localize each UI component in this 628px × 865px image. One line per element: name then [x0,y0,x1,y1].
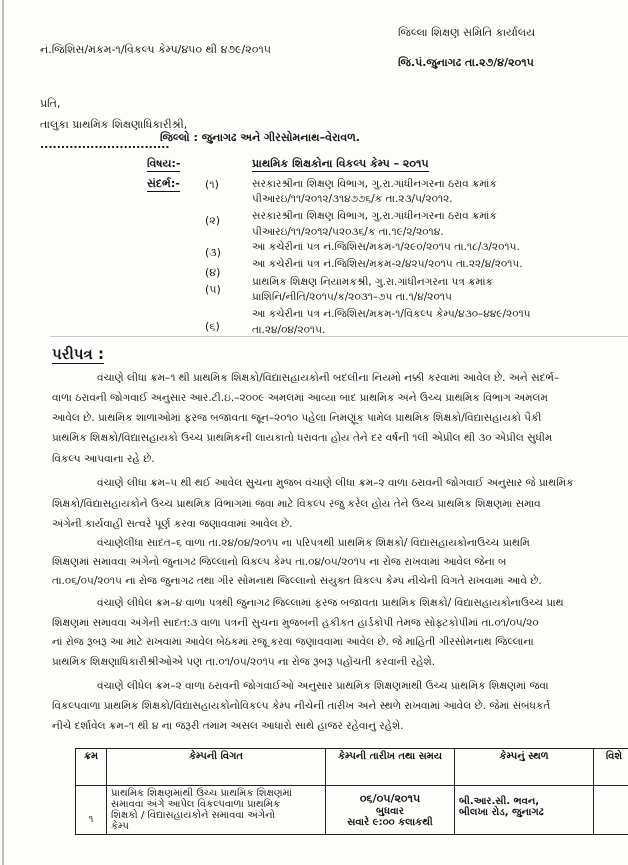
circular-line: વંચાણે લીધા ક્રમ–૧ થી પ્રાથમિક શિક્ષકો/વિદ્યાસહાયકોની બદલીના નિયમો નક્કી કરવામાં આવેલ છે. અને સંદર્ભ– [97,372,560,384]
circular-title: પરીપત્ર : [52,345,104,363]
circular-line: વાળા ઠરાવની જોગવાઈ અનુસાર આર.ટી.ઇ.–૨૦૦૯ અમલમાં આવ્યા બાદ પ્રાથમિક અને ઉચ્ચ પ્રાથમિક વિભાગ અમલમ [52,392,548,404]
table-row [76,786,628,835]
camp-place-cell [455,786,594,835]
camp-detail-line: પ્રાથમિક શિક્ષણમાંથી ઉચ્ચ પ્રાથમિક શિક્ષણમાં [111,788,293,799]
table-header-row [76,749,628,786]
reference-item-number: (૧) [205,178,219,191]
separator-line [50,336,628,337]
reference-number: નં.જિશિસ/મકમ-૧/વિકલ્પ કેમ્પ/૪૫૦ થી ૪૭૯/૨૦૧૫ [40,43,271,56]
circular-line: શિક્ષકો/વિદ્યાસહાયકોને ઉચ્ચ પ્રાથમિક વિભાગમાં જવા માટે વિકલ્પ રજુ કરેલ હોય તેને ઉચ્ચ પ્રાથમિક શિક્ષણમાં સમાવ [52,498,541,510]
column-header: વિશે [594,749,628,786]
circular-line: વંચાણે લીધેલ ક્રમ–૨ વાળા ઠરાવની જોગવાઈઓ અનુસાર પ્રાથમિક શિક્ષણમાંથી ઉચ્ચ પ્રાથમિક શિક્ષણમાં જવા [97,680,549,692]
circular-line: આવેલ છે. પ્રાથમિક શાળાઓમાં ફરજ બજાવતા જૂન–૨૦૧૦ પહેલા નિમણૂંક પામેલ પ્રાથમિક શિક્ષકો/વિદ્યાસહાયકો પૈકી [52,412,542,424]
reference-item-line: પ્રાશિનિ/નીતિ/૨૦૧૫/ક/૨૦૩૧–૭૫ તા.૧/૪/૨૦૧૫ [252,291,452,303]
camp-detail-line: કેમ્પ [111,821,129,832]
circular-line: વંચાણે લીધેલ ક્રમ–૪ વાળા પત્રથી જુનાગઢ જિલ્લામાં ફરજ બજાવતા પ્રાથમિક શિક્ષકો/ વિદ્યાસહાયકોનાઉચ્ચ પ્રાથ [97,597,564,609]
reference-item-line: આ કચેરીનાં પત્ર નં.જિશિસ/મકમ-૨/૪૨૫/૨૦૧૫ તા.૨૨/૪/૨૦૧૫. [252,258,523,270]
addressee-line1: તાલુકા પ્રાથમિક શિક્ષણાધિકારીશ્રી, [40,118,188,131]
camp-detail-cell [107,786,326,835]
reference-item-line: પ્રાથમિક શિક્ષણ નિયામકશ્રી, ગુ.રા.ગાંધીનગરના પત્ર ક્રમાંક [252,276,493,288]
camp-date: ૦૬/૦૫/૨૦૧૫ [359,792,421,805]
subject-text: પ્રાથમિક શિક્ષકોના વિકલ્પ કેમ્પ – ૨૦૧૫ [252,157,429,170]
circular-line: વિકલ્પવાળા પ્રાથમિક શિક્ષકો/વિદ્યાસહાયકોનોવિકલ્પ કેમ્પ નીચેની તારીખ અને સ્થળે રાખવામાં આવેલ છે. જેમાં સંબંધકર્ત [52,700,551,712]
reference-item-line: પીઆરઇ/૧૧/૨૦૧૨/૩૧૪૭૭૬/ક તા.૨૩/૫/૨૦૧૨. [252,193,453,205]
camp-schedule-table [75,748,628,835]
office-date: જિ.પં.જુનાગઢ તા.૨૭/૪/૨૦૧૫ [398,56,534,69]
circular-line: શિક્ષણમાં સમાવવા અંગેની સાદત:૩ વાળા પત્રની સુચના મુજબની હકીકત હાર્ડકોપી તેમજ સોફ્ટકોપીમાં તા.૦૧/૦૫/૨૦ [52,617,539,629]
reference-item-number: (૪) [205,266,221,279]
circular-line: વિકલ્પ આપવાના રહે છે. [52,453,155,465]
circular-line: અંગેની કાર્યવાહી સત્વરે પૂર્ણ કરવા જણાવવામાં આવેલ છે. [52,518,293,530]
camp-time: સવારે ૯:૦૦ કલાકથી [347,817,433,828]
reference-item-line: સરકારશ્રીના શિક્ષણ વિભાગ, ગુ.રા.ગાંધીનગરના ઠરાવ ક્રમાંક [252,210,497,222]
column-header: કેમ્પની વિગત [107,749,326,786]
circular-line: શિક્ષણમાં સમાવવા અંગેનો જુનાગઢ જિલ્લાનો વિકલ્પ કેમ્પ તા.૦૪/૦૫/૨૦૧૫ ના રોજ રાખવામાં આવેલ જેના બ [52,556,507,568]
camp-place-line: બી.આર.સી. ભવન, [459,796,540,807]
addressee-dots: ............................... [40,138,170,151]
addressee-prati: પ્રતિ, [40,97,61,110]
camp-day: બુધવાર [376,806,404,817]
page-edge [2,0,4,865]
circular-line: વંચાણે લીધા ક્રમ–૫ થી થઈ આવેલ સુચના મુજબ વંચાણે લીધા ક્રમ–૨ વાળા ઠરાવની જોગવાઈ અનુસાર જે પ્રાથમિક [97,477,574,489]
reference-item-line: આ કચેરીનાં પત્ર નં.જિશિસ/મકમ-૧/૨૯૦/૨૦૧૫ તા.૧૮/૩/૨૦૧૫. [252,241,520,253]
camp-place-line: બીલખા રોડ, જુનાગઢ [459,807,544,818]
circular-line: નાં રોજ રૂબરૂ આ માટે રાખવામાં આવેલ બેઠકમાં રજૂ કરવા જણાવવામાં આવેલ છે. જે માહિતી ગીરસોમનાથ જિલ્લાના [52,636,534,648]
reference-item-line: સરકારશ્રીના શિક્ષણ વિભાગ, ગુ.રા.ગાંધીનગરના ઠરાવ ક્રમાંક [252,178,497,190]
circular-line: તા.૦૬/૦૫/૨૦૧૫ ના રોજ જુનાગઢ તથા ગીર સોમનાથ જિલ્લાનો સંયુક્ત વિકલ્પ કેમ્પ નીચેની વિગતે રાખવામાં આવે છે. [52,575,542,587]
addressee-line2: જિલ્લો : જુનાગઢ અને ગીરસોમનાથ–વેરાવળ. [160,131,360,144]
reference-item-number: (૩) [205,246,221,259]
reference-item-line: પીઆરઇ/૧૧/૨૦૧૨/૫૨૦૩૬/ક તા.૧૯/૨/૨૦૧૪. [252,226,444,238]
reference-item-number: (૫) [205,283,221,296]
column-header: કેમ્પની તારીખ તથા સમય [326,749,455,786]
column-header: કેમ્પનું સ્થળ [455,749,594,786]
reference-item-line: તા.૨૪/૦૪/૨૦૧૫. [252,324,326,336]
camp-extra-cell [594,786,628,835]
circular-line: પ્રાથમિક શિક્ષકો/વિદ્યાસહાયકો ઉચ્ચ પ્રાથમિકની લાયકાતો ધરાવતા હોય તેને દર વર્ષની ૧લી એપ્રીલ થી ૩૦ એપ્રીલ સુધીમ [52,432,553,444]
camp-detail-line: શિક્ષકો / વિદ્યાસહાયકોને સમાવવા અંગેનો [111,810,276,821]
camp-detail-line: સમાવવા અંગે આપેલ વિકલ્પવાળા પ્રાથમિક [111,799,281,810]
reference-item-number: (૨) [205,214,221,227]
subject-label: વિષય:- [147,157,181,170]
reference-item-number: (૬) [205,320,220,333]
circular-line: નીચે દર્શાવેલ ક્રમ–૧ થી ૪ ના જરૂરી તમામ અસલ આધારો સાથે હાજર રહેવાનું રહેશે. [52,720,404,732]
row-number: ૧ [76,786,107,835]
camp-date-cell [326,786,455,835]
office-title: જિલ્લા શિક્ષણ સમિતિ કાર્યાલય [398,26,536,39]
column-header: ક્રમ [76,749,107,786]
reference-label: સંદર્ભ:- [147,177,180,190]
reference-item-line: આ કચેરીના પત્ર નં.જિશિસ/મકમ-૧/વિકલ્પ કેમ્પ/૪૩૦–૪૪૯/૨૦૧૫ [252,308,531,320]
circular-line: પ્રાથમિક શિક્ષણાધિકારીશ્રીઓએ પણ તા.૦૧/૦૫/૨૦૧૫ ના રોજ રૂબરૂ પહોંચતી કરવાની રહેશે. [52,656,436,668]
circular-line: વંચાણેલીધા સાદત–૬ વાળા તા.૨૪/૦૪/૨૦૧૫ ના પરિપત્રથી પ્રાથમિક શિક્ષકો/ વિદ્યાસહાયકોનાઉચ્ચ પ્રાથમિ [97,537,530,549]
